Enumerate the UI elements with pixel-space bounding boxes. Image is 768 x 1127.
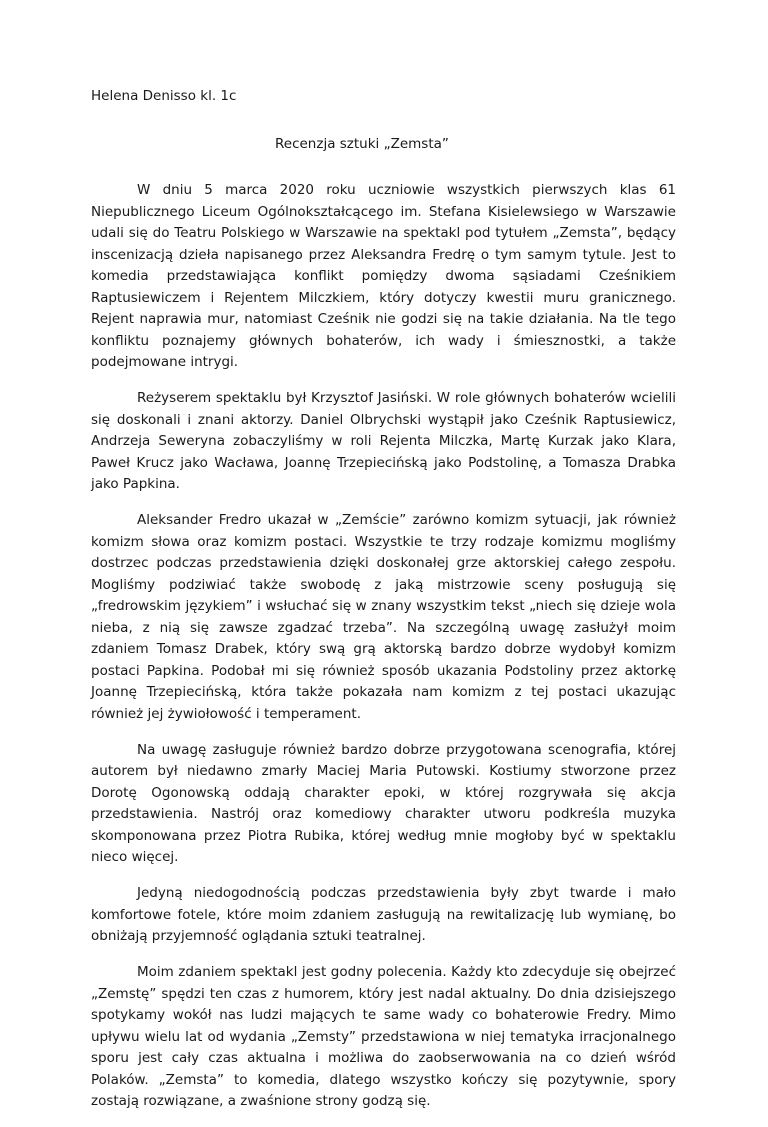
paragraph-scenography: Na uwagę zasługuje również bardzo dobrze przygotowana scenografia, której autorem był niedawno zmarły Maciej Maria Putowski. Kostiumy stworzone przez Dorotę Ogonowską oddają charakter epoki, w której rozgrywała się akcja przedstawienia. Nastrój oraz komediowy charakter utworu podkreśla muzyka skomponowana przez Piotra Rubika, której według mnie mogłoby być w spektaklu nieco więcej. [91, 741, 676, 865]
paragraph-intro: W dniu 5 marca 2020 roku uczniowie wszystkich pierwszych klas 61 Niepublicznego Liceum Ogólnokształcącego im. Stefana Kisielewsiego w Warszawie udali się do Teatru Polskiego w Warszawie na spektakl pod tytułem „Zemsta”, będący inscenizacją dzieła napisanego przez Aleksandra Fredrę o tym samym tytule. Jest to komedia przedstawiająca konflikt pomiędzy dwoma sąsiadami Cześnikiem Raptusiewiczem i Rejentem Milczkiem, który dotyczy kwestii muru granicznego. Rejent naprawia mur, natomiast Cześnik nie godzi się na takie działania. Na tle tego konfliktu poznajemy głównych bohaterów, ich wady i śmiesznostki, a także podejmowane intrygi. [91, 182, 676, 370]
document-title: Recenzja sztuki „Zemsta” [275, 136, 449, 152]
paragraph-conclusion: Moim zdaniem spektakl jest godny polecenia. Każdy kto zdecyduje się obejrzeć „Zemstę” spędzi ten czas z humorem, który jest nadal aktualny. Do dnia dzisiejszego spotykamy wokół nas ludzi mających te same wady co bohaterowie Fredry. Mimo upływu wielu lat od wydania „Zemsty” przedstawiona w niej tematyka irracjonalnego sporu jest cały czas aktualna i możliwa do zaobserwowania na co dzień wśród Polaków. „Zemsta” to komedia, dlatego wszystko kończy się pozytywnie, spory zostają rozwiązane, a zwaśnione strony godzą się. [91, 964, 676, 1109]
paragraph-drawback: Jedyną niedogodnością podczas przedstawienia były zbyt twarde i mało komfortowe fotele, które moim zdaniem zasługują na rewitalizację lub wymianę, bo obniżają przyjemność oglądania sztuki teatralnej. [91, 885, 676, 944]
paragraph-cast: Reżyserem spektaklu był Krzysztof Jasiński. W role głównych bohaterów wcielili się doskonali i znani aktorzy. Daniel Olbrychski wystąpił jako Cześnik Raptusiewicz, Andrzeja Seweryna zobaczyliśmy w roli Rejenta Milczka, Martę Kurzak jako Klara, Paweł Krucz jako Wacława, Joannę Trzepiecińską jako Podstolinę, a Tomasza Drabka jako Papkina. [91, 390, 676, 492]
author-line: Helena Denisso kl. 1c [91, 88, 237, 104]
document-body [91, 180, 676, 1127]
paragraph-comedy: Aleksander Fredro ukazał w „Zemście” zarówno komizm sytuacji, jak również komizm słowa oraz komizm postaci. Wszystkie te trzy rodzaje komizmu mogliśmy dostrzec podczas przedstawienia dzięki doskonałej grze aktorskiej całego zespołu. Mogliśmy podziwiać także swobodę z jaką mistrzowie sceny posługują się „fredrowskim językiem” i wsłuchać się w znany wszystkim tekst „niech się dzieje wola nieba, z nią się zawsze zgadzać trzeba”. Na szczególną uwagę zasłużył moim zdaniem Tomasz Drabek, który swą grą aktorską bardzo dobrze wydobył komizm postaci Papkina. Podobał mi się również sposób ukazania Podstoliny przez aktorkę Joannę Trzepiecińską, która także pokazała nam komizm z tej postaci ukazując również jej żywiołowość i temperament. [91, 512, 676, 722]
